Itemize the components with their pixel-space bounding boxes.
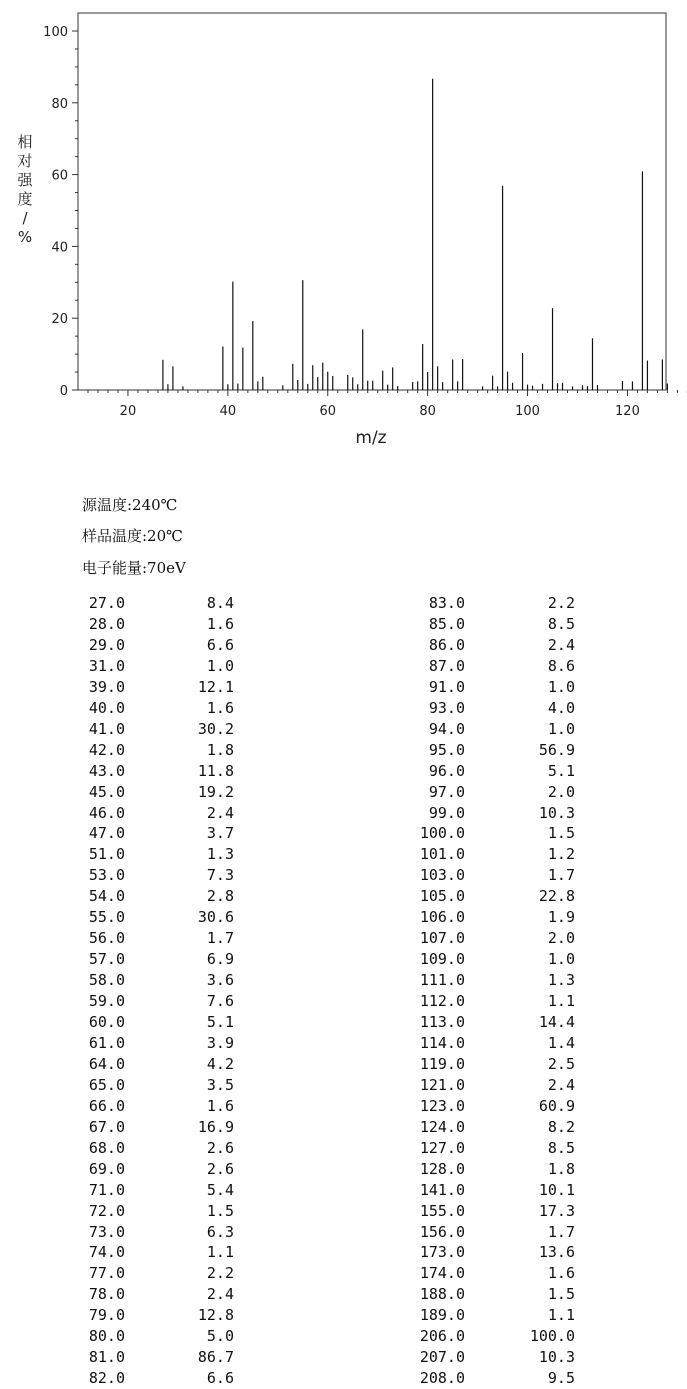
peak-mz: 94.0	[428, 719, 465, 738]
peak-row	[0, 1263, 687, 1284]
peak-intensity: 3.7	[206, 824, 234, 843]
peak-intensity: 12.8	[197, 1306, 234, 1325]
peak-intensity: 2.5	[547, 1054, 575, 1073]
x-tick-label: 60	[319, 404, 337, 419]
peak-mz: 86.0	[428, 635, 465, 654]
peak-intensity: 1.7	[547, 866, 575, 885]
peak-mz: 78.0	[88, 1285, 125, 1304]
y-tick-label: 100	[43, 25, 68, 40]
peak-mz: 80.0	[88, 1327, 125, 1346]
peak-row	[0, 1201, 687, 1222]
peak-mz: 58.0	[88, 971, 125, 990]
peak-mz: 71.0	[88, 1180, 125, 1199]
peak-intensity: 4.2	[206, 1054, 234, 1073]
peak-mz: 208.0	[419, 1369, 465, 1388]
y-tick-label: 60	[51, 168, 68, 184]
peak-row	[0, 949, 687, 970]
peak-intensity: 10.3	[538, 1348, 575, 1367]
peak-intensity: 1.9	[547, 908, 575, 927]
y-axis-label-char: %	[17, 228, 33, 246]
peak-row	[0, 1138, 687, 1159]
peak-intensity: 5.4	[206, 1180, 234, 1199]
peak-intensity: 8.5	[547, 614, 575, 633]
peak-mz: 121.0	[419, 1075, 465, 1094]
peak-intensity: 1.1	[547, 992, 575, 1011]
peak-intensity: 10.3	[538, 803, 575, 822]
peak-intensity: 3.9	[206, 1033, 234, 1052]
peak-mz: 29.0	[88, 635, 125, 654]
peak-row	[0, 865, 687, 886]
peak-row	[0, 1326, 687, 1347]
peak-mz: 109.0	[419, 950, 465, 969]
plot-frame	[78, 13, 666, 390]
peak-row	[0, 886, 687, 907]
peak-mz: 57.0	[88, 950, 125, 969]
peak-mz: 55.0	[88, 908, 125, 927]
y-tick-label: 20	[51, 312, 68, 328]
y-tick-label: 80	[51, 96, 68, 112]
peak-intensity: 2.2	[206, 1264, 234, 1283]
peak-intensity: 1.3	[206, 845, 234, 864]
peak-row	[0, 698, 687, 719]
peak-intensity: 2.4	[206, 1285, 234, 1304]
peak-intensity: 2.4	[206, 803, 234, 822]
peak-mz: 56.0	[88, 929, 125, 948]
peak-intensity: 1.3	[547, 971, 575, 990]
x-tick-label: 80	[419, 404, 436, 419]
peak-mz: 127.0	[419, 1138, 465, 1157]
peak-intensity: 3.5	[206, 1075, 234, 1094]
peak-mz: 40.0	[88, 698, 125, 717]
peak-intensity: 8.2	[547, 1117, 575, 1136]
peak-mz: 46.0	[88, 803, 125, 822]
peak-row	[0, 1180, 687, 1201]
peak-intensity: 16.9	[197, 1117, 234, 1136]
x-tick-label: 40	[219, 404, 237, 419]
peak-row	[0, 761, 687, 782]
peak-intensity: 8.4	[206, 594, 234, 612]
peak-mz: 45.0	[88, 782, 125, 801]
y-tick-label: 0	[59, 384, 68, 399]
electron-energy: 电子能量:70eV	[82, 559, 186, 577]
peak-intensity: 7.3	[206, 866, 234, 885]
peak-intensity: 2.2	[547, 594, 575, 612]
peak-intensity: 2.6	[206, 1159, 234, 1178]
peak-row	[0, 928, 687, 949]
peak-mz: 189.0	[419, 1306, 465, 1325]
peak-row	[0, 1305, 687, 1326]
mass-spectrum-chart	[0, 0, 687, 460]
peak-intensity: 6.3	[206, 1222, 234, 1241]
peak-mz: 83.0	[428, 594, 465, 612]
peak-row	[0, 1222, 687, 1243]
peak-mz: 124.0	[419, 1117, 465, 1136]
peak-mz: 207.0	[419, 1348, 465, 1367]
peak-mz: 54.0	[88, 887, 125, 906]
peak-intensity: 5.0	[206, 1327, 234, 1346]
peak-row	[0, 803, 687, 824]
peak-row	[0, 970, 687, 991]
peak-row	[0, 677, 687, 698]
peak-row	[0, 1117, 687, 1138]
peak-intensity: 1.6	[547, 1264, 575, 1283]
peak-row	[0, 782, 687, 803]
peak-intensity: 60.9	[538, 1096, 575, 1115]
peak-intensity: 12.1	[197, 677, 234, 696]
peak-intensity: 22.8	[538, 887, 575, 906]
peak-mz: 68.0	[88, 1138, 125, 1157]
peak-row	[0, 1347, 687, 1368]
source-temperature: 源温度:240℃	[82, 496, 178, 514]
peak-mz: 65.0	[88, 1075, 125, 1094]
peak-mz: 27.0	[88, 594, 125, 612]
peak-row	[0, 1054, 687, 1075]
peak-mz: 72.0	[88, 1201, 125, 1220]
plot-border	[78, 13, 666, 390]
peak-mz: 188.0	[419, 1285, 465, 1304]
peak-mz: 91.0	[428, 677, 465, 696]
peak-intensity: 1.8	[206, 740, 234, 759]
x-axis-label: m/z	[355, 428, 387, 448]
peak-row	[0, 1033, 687, 1054]
peak-intensity: 10.1	[538, 1180, 575, 1199]
peak-mz: 31.0	[88, 656, 125, 675]
y-tick-label: 40	[51, 240, 68, 256]
peak-mz: 119.0	[419, 1054, 465, 1073]
peak-row	[0, 656, 687, 677]
peak-mz: 101.0	[419, 845, 465, 864]
y-axis-label	[17, 133, 33, 246]
peak-intensity: 100.0	[529, 1327, 575, 1346]
peak-row	[0, 740, 687, 761]
peak-mz: 60.0	[88, 1013, 125, 1031]
peak-intensity: 2.0	[547, 782, 575, 801]
x-tick-label: 120	[615, 404, 640, 419]
peak-intensity: 7.6	[206, 992, 234, 1011]
peak-intensity: 56.9	[538, 740, 575, 759]
peak-intensity: 1.8	[547, 1159, 575, 1178]
peak-intensity: 1.5	[547, 824, 575, 843]
peak-row	[0, 823, 687, 844]
peak-mz: 41.0	[88, 719, 125, 738]
peak-mz: 141.0	[419, 1180, 465, 1199]
peak-mz: 42.0	[88, 740, 125, 759]
peak-intensity: 2.0	[547, 929, 575, 948]
peak-mz: 173.0	[419, 1243, 465, 1262]
peak-mz: 114.0	[419, 1033, 465, 1052]
peak-row	[0, 1075, 687, 1096]
peak-mz: 87.0	[428, 656, 465, 675]
peak-mz: 66.0	[88, 1096, 125, 1115]
x-tick-label: 20	[119, 404, 137, 419]
peak-intensity: 1.5	[547, 1285, 575, 1304]
y-axis-label-char: 强	[17, 171, 33, 189]
peak-row	[0, 844, 687, 865]
peak-mz: 107.0	[419, 929, 465, 948]
peak-mz: 103.0	[419, 866, 465, 885]
peak-mz: 105.0	[419, 887, 465, 906]
peak-intensity: 1.7	[206, 929, 234, 948]
y-axis-label-char: 度	[17, 190, 33, 208]
peak-mz: 100.0	[419, 824, 465, 843]
peak-intensity: 1.0	[547, 677, 575, 696]
peak-intensity: 9.5	[547, 1369, 575, 1388]
peak-intensity: 13.6	[538, 1243, 575, 1262]
peak-mz: 69.0	[88, 1159, 125, 1178]
peak-intensity: 6.6	[206, 1369, 234, 1388]
peak-row	[0, 719, 687, 740]
peak-intensity: 1.0	[206, 656, 234, 675]
peak-intensity: 3.6	[206, 971, 234, 990]
peak-mz: 43.0	[88, 761, 125, 780]
spectrum-peaks	[163, 31, 687, 390]
peak-mz: 85.0	[428, 614, 465, 633]
peak-intensity: 19.2	[197, 782, 234, 801]
peak-mz: 28.0	[88, 614, 125, 633]
peak-mz: 81.0	[88, 1348, 125, 1367]
y-axis-label-char: /	[22, 209, 28, 227]
peak-intensity: 8.6	[547, 656, 575, 675]
peak-row	[0, 1242, 687, 1263]
y-axis-label-char: 相	[17, 133, 33, 151]
peak-row	[0, 1012, 687, 1033]
peak-intensity: 1.2	[547, 845, 575, 864]
peak-row	[0, 614, 687, 635]
peak-intensity: 5.1	[547, 761, 575, 780]
peak-mz: 73.0	[88, 1222, 125, 1241]
peak-row	[0, 635, 687, 656]
peak-mz: 51.0	[88, 845, 125, 864]
peak-intensity: 1.0	[547, 719, 575, 738]
peak-intensity: 30.6	[197, 908, 234, 927]
peak-intensity: 1.6	[206, 1096, 234, 1115]
peak-intensity: 1.5	[206, 1201, 234, 1220]
peak-intensity: 2.4	[547, 1075, 575, 1094]
peak-intensity: 17.3	[538, 1201, 575, 1220]
peak-row	[0, 593, 687, 614]
peak-mz: 47.0	[88, 824, 125, 843]
peak-intensity: 2.6	[206, 1138, 234, 1157]
peak-intensity: 2.8	[206, 887, 234, 906]
peak-mz: 128.0	[419, 1159, 465, 1178]
peak-mz: 112.0	[419, 992, 465, 1011]
peak-intensity: 6.6	[206, 635, 234, 654]
sample-temperature: 样品温度:20℃	[82, 527, 183, 545]
peak-mz: 64.0	[88, 1054, 125, 1073]
peak-intensity: 8.5	[547, 1138, 575, 1157]
peak-intensity: 6.9	[206, 950, 234, 969]
peak-intensity: 11.8	[197, 761, 234, 780]
peak-intensity: 5.1	[206, 1013, 234, 1031]
peak-mz: 99.0	[428, 803, 465, 822]
peak-mz: 93.0	[428, 698, 465, 717]
peak-mz: 111.0	[419, 971, 465, 990]
peak-mz: 74.0	[88, 1243, 125, 1262]
y-axis-label-char: 对	[17, 152, 33, 170]
y-axis-ticks	[43, 25, 78, 399]
peak-mz: 97.0	[428, 782, 465, 801]
peak-intensity: 30.2	[197, 719, 234, 738]
x-axis-ticks	[88, 390, 687, 419]
peak-row	[0, 1284, 687, 1305]
peak-intensity: 14.4	[538, 1013, 575, 1031]
peak-row	[0, 991, 687, 1012]
peak-row	[0, 1159, 687, 1180]
peak-mz: 59.0	[88, 992, 125, 1011]
peak-intensity: 86.7	[197, 1348, 234, 1367]
peak-intensity: 1.1	[547, 1306, 575, 1325]
peak-mz: 53.0	[88, 866, 125, 885]
peak-mz: 113.0	[419, 1013, 465, 1031]
peak-row	[0, 1096, 687, 1117]
peak-intensity: 4.0	[547, 698, 575, 717]
peak-mz: 156.0	[419, 1222, 465, 1241]
peak-mz: 174.0	[419, 1264, 465, 1283]
peak-mz: 67.0	[88, 1117, 125, 1136]
peak-mz: 155.0	[419, 1201, 465, 1220]
peak-row	[0, 907, 687, 928]
peak-intensity: 1.4	[547, 1033, 575, 1052]
peak-intensity: 2.4	[547, 635, 575, 654]
peak-mz: 206.0	[419, 1327, 465, 1346]
peak-intensity: 1.1	[206, 1243, 234, 1262]
peak-mz: 106.0	[419, 908, 465, 927]
x-tick-label: 100	[515, 404, 540, 419]
peak-mz: 96.0	[428, 761, 465, 780]
peak-mz: 82.0	[88, 1369, 125, 1388]
peak-row	[0, 1368, 687, 1389]
peak-intensity: 1.7	[547, 1222, 575, 1241]
peak-intensity: 1.6	[206, 698, 234, 717]
peak-mz: 123.0	[419, 1096, 465, 1115]
peak-mz: 79.0	[88, 1306, 125, 1325]
peak-mz: 39.0	[88, 677, 125, 696]
peak-mz: 61.0	[88, 1033, 125, 1052]
peak-intensity: 1.0	[547, 950, 575, 969]
peak-mz: 95.0	[428, 740, 465, 759]
peak-intensity: 1.6	[206, 614, 234, 633]
peak-mz: 77.0	[88, 1264, 125, 1283]
